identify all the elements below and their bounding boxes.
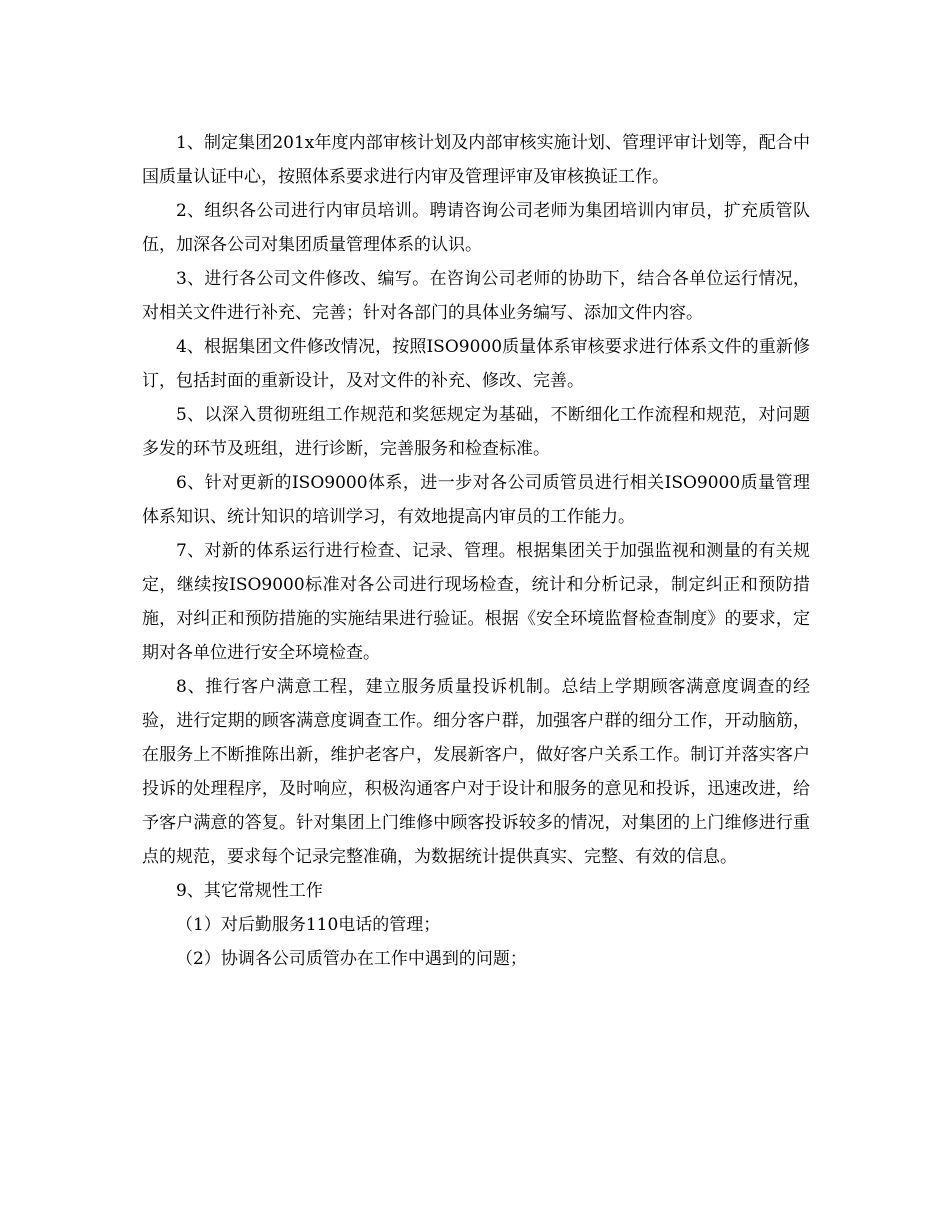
paragraph-9: 9、其它常规性工作 [176,881,323,901]
sub-item-2: （2）协调各公司质管办在工作中遇到的问题； [176,949,527,969]
paragraph-3: 3、进行各公司文件修改、编写。在咨询公司老师的协助下，结合各单位运行情况，对相关文件进行补充、完善；针对各部门的具体业务编写、添加文件内容。 [142,269,810,323]
paragraph-8: 8、推行客户满意工程，建立服务质量投诉机制。总结上学期顾客满意度调查的经验，进行定期的顾客满意度调查工作。细分客户群，加强客户群的细分工作，开动脑筋，在服务上不断推陈出新，维护老客户，发展新客户，做好客户关系工作。制订并落实客户投诉的处理程序，及时响应，积极沟通客户对于设计和服务的意见和投诉，迅速改进，给予客户满意的答复。针对集团上门维修中顾客投诉较多的情况，对集团的上门维修进行重点的规范，要求每个记录完整准确，为数据统计提供真实、完整、有效的信息。 [142,677,810,867]
paragraph-7: 7、对新的体系运行进行检查、记录、管理。根据集团关于加强监视和测量的有关规定，继续按ISO9000标准对各公司进行现场检查，统计和分析记录，制定纠正和预防措施，对纠正和预防措施的实施结果进行验证。根据《安全环境监督检查制度》的要求，定期对各单位进行安全环境检查。 [142,541,810,663]
document-page [142,126,810,976]
paragraph-5: 5、以深入贯彻班组工作规范和奖惩规定为基础，不断细化工作流程和规范，对问题多发的环节及班组，进行诊断，完善服务和检查标准。 [142,405,810,459]
sub-item-1: （1）对后勤服务110电话的管理； [176,915,441,935]
paragraph-2: 2、组织各公司进行内审员培训。聘请咨询公司老师为集团培训内审员，扩充质管队伍，加深各公司对集团质量管理体系的认识。 [142,201,810,255]
paragraph-1: 1、制定集团201x年度内部审核计划及内部审核实施计划、管理评审计划等，配合中国质量认证中心，按照体系要求进行内审及管理评审及审核换证工作。 [142,133,810,187]
paragraph-4: 4、根据集团文件修改情况，按照ISO9000质量体系审核要求进行体系文件的重新修订，包括封面的重新设计，及对文件的补充、修改、完善。 [142,337,810,391]
paragraph-6: 6、针对更新的ISO9000体系，进一步对各公司质管员进行相关ISO9000质量管理体系知识、统计知识的培训学习，有效地提高内审员的工作能力。 [142,473,810,527]
